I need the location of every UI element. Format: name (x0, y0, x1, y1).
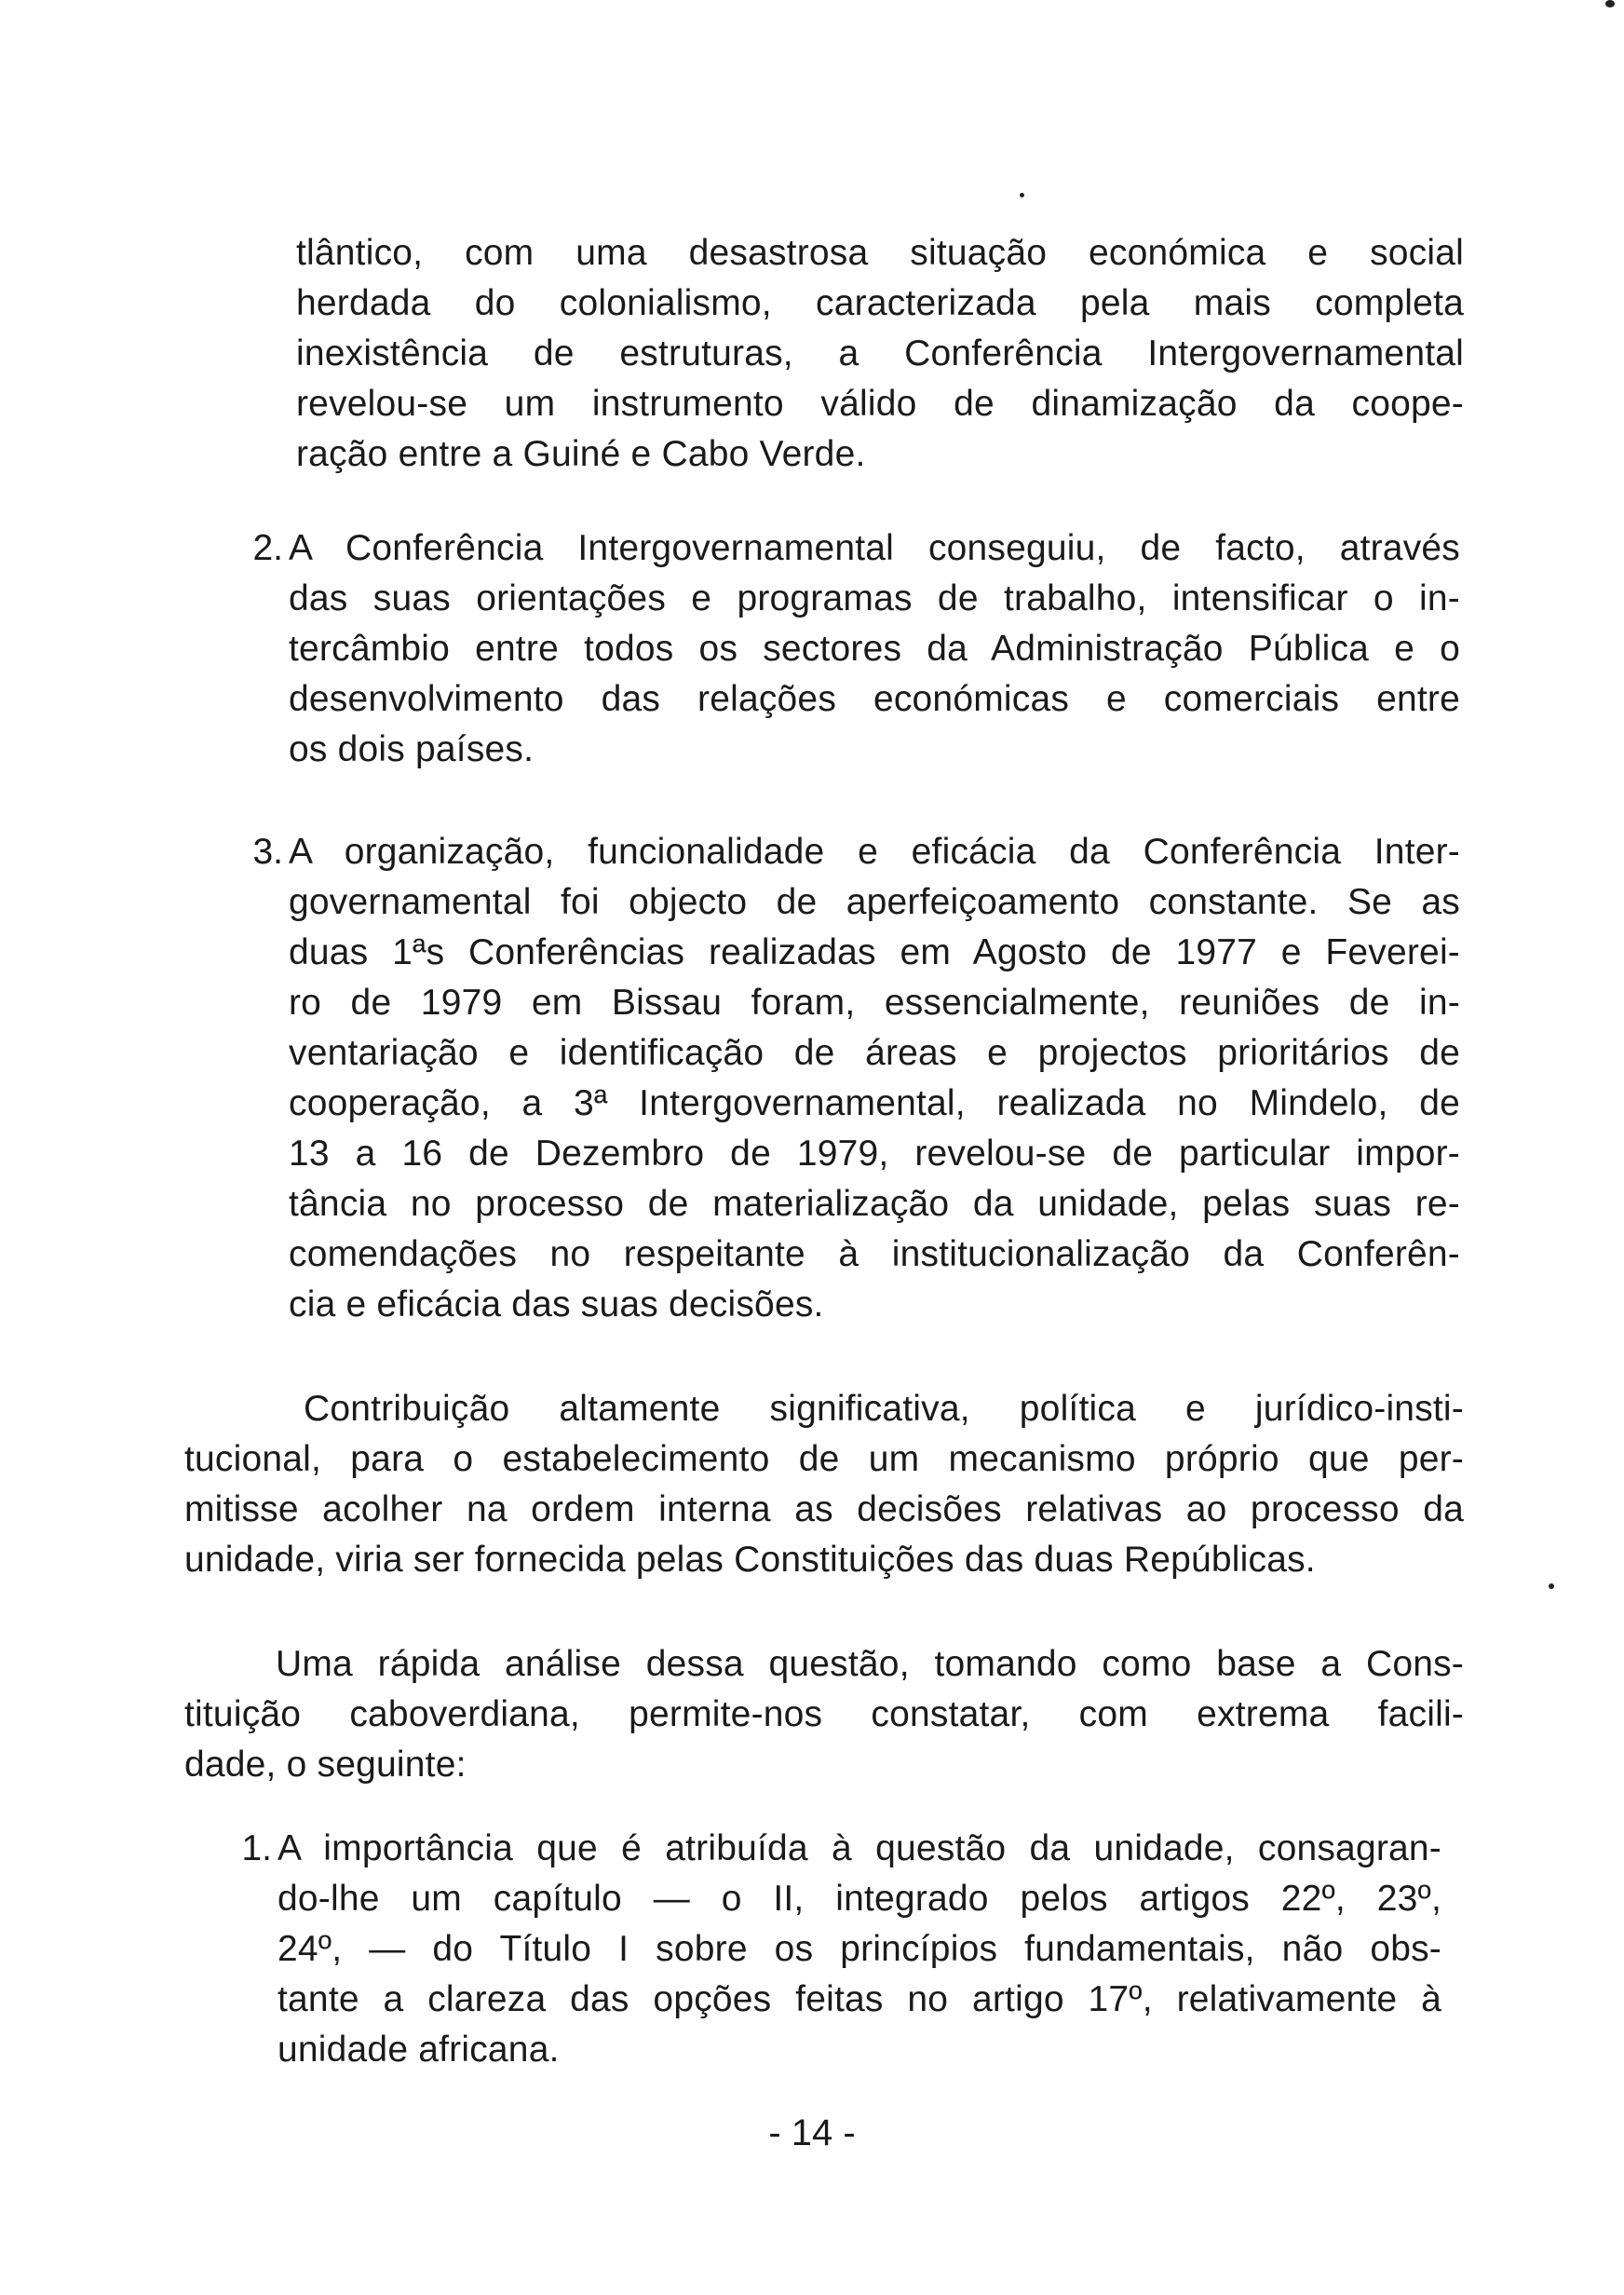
text-line: 24º, — do Título I sobre os princípios fundamentais, não obs- (277, 1929, 1441, 1969)
text-line: comendações no respeitante à institucionalização da Conferên- (289, 1234, 1460, 1274)
opening-paragraph (296, 228, 1464, 480)
text-line: tercâmbio entre todos os sectores da Administração Pública e o (289, 629, 1460, 669)
text-line: revelou-se um instrumento válido de dinamização da coope- (296, 384, 1464, 424)
paragraph-analysis (184, 1639, 1464, 1790)
item-1-number: 1. (241, 1828, 272, 1868)
paragraph-contribution (184, 1384, 1464, 1585)
text-line: governamental foi objecto de aperfeiçoamento constante. Se as (289, 882, 1460, 922)
text-line: desenvolvimento das relações económicas e comerciais entre (289, 679, 1460, 719)
text-line: herdada do colonialismo, caracterizada pela mais completa (296, 283, 1464, 323)
item-3-number: 3. (252, 832, 283, 872)
text-line: das suas orientações e programas de trabalho, intensificar o in- (289, 578, 1460, 618)
item-1-text (277, 1824, 1441, 2075)
text-line: unidade africana. (277, 2030, 560, 2070)
text-line: tituição caboverdiana, permite-nos constatar, com extrema facili- (184, 1694, 1464, 1734)
text-line: 13 a 16 de Dezembro de 1979, revelou-se de particular impor- (289, 1134, 1460, 1174)
item-3-text (289, 827, 1460, 1330)
scan-speck (1549, 1583, 1554, 1589)
scan-speck (1020, 193, 1024, 197)
text-line: Uma rápida análise dessa questão, tomando como base a Cons- (276, 1644, 1464, 1684)
text-line: A Conferência Intergovernamental conseguiu, de facto, através (289, 528, 1460, 568)
text-line: ventariação e identificação de áreas e projectos prioritários de (289, 1033, 1460, 1073)
item-2-number: 2. (252, 528, 283, 568)
text-line: cia e eficácia das suas decisões. (289, 1284, 824, 1324)
text-line: cooperação, a 3ª Intergovernamental, realizada no Mindelo, de (289, 1083, 1460, 1123)
text-line: tância no processo de materialização da unidade, pelas suas re- (289, 1184, 1460, 1224)
page-number: - 14 - (768, 2112, 856, 2153)
text-line: mitisse acolher na ordem interna as decisões relativas ao processo da (184, 1489, 1464, 1529)
text-line: A importância que é atribuída à questão da unidade, consagran- (277, 1828, 1441, 1868)
text-line: tucional, para o estabelecimento de um mecanismo próprio que per- (184, 1439, 1464, 1479)
text-line: tante a clareza das opções feitas no artigo 17º, relativamente à (277, 1979, 1441, 2019)
text-line: unidade, viria ser fornecida pelas Constituições das duas Repúblicas. (184, 1540, 1316, 1580)
text-line: ração entre a Guiné e Cabo Verde. (296, 434, 866, 474)
text-line: inexistência de estruturas, a Conferência Intergovernamental (296, 333, 1464, 373)
text-line: A organização, funcionalidade e eficácia da Conferência Inter- (289, 832, 1460, 872)
text-line: dade, o seguinte: (184, 1745, 467, 1785)
text-line: tlântico, com uma desastrosa situação económica e social (296, 233, 1464, 273)
scan-speck (1605, 0, 1615, 7)
item-2-text (289, 523, 1460, 775)
text-line: do-lhe um capítulo — o II, integrado pelos artigos 22º, 23º, (277, 1879, 1441, 1919)
text-line: ro de 1979 em Bissau foram, essencialmente, reuniões de in- (289, 983, 1460, 1023)
text-line: os dois países. (289, 729, 535, 769)
text-line: Contribuição altamente significativa, política e jurídico-insti- (304, 1389, 1464, 1429)
text-line: duas 1ªs Conferências realizadas em Agosto de 1977 e Feverei- (289, 932, 1460, 972)
